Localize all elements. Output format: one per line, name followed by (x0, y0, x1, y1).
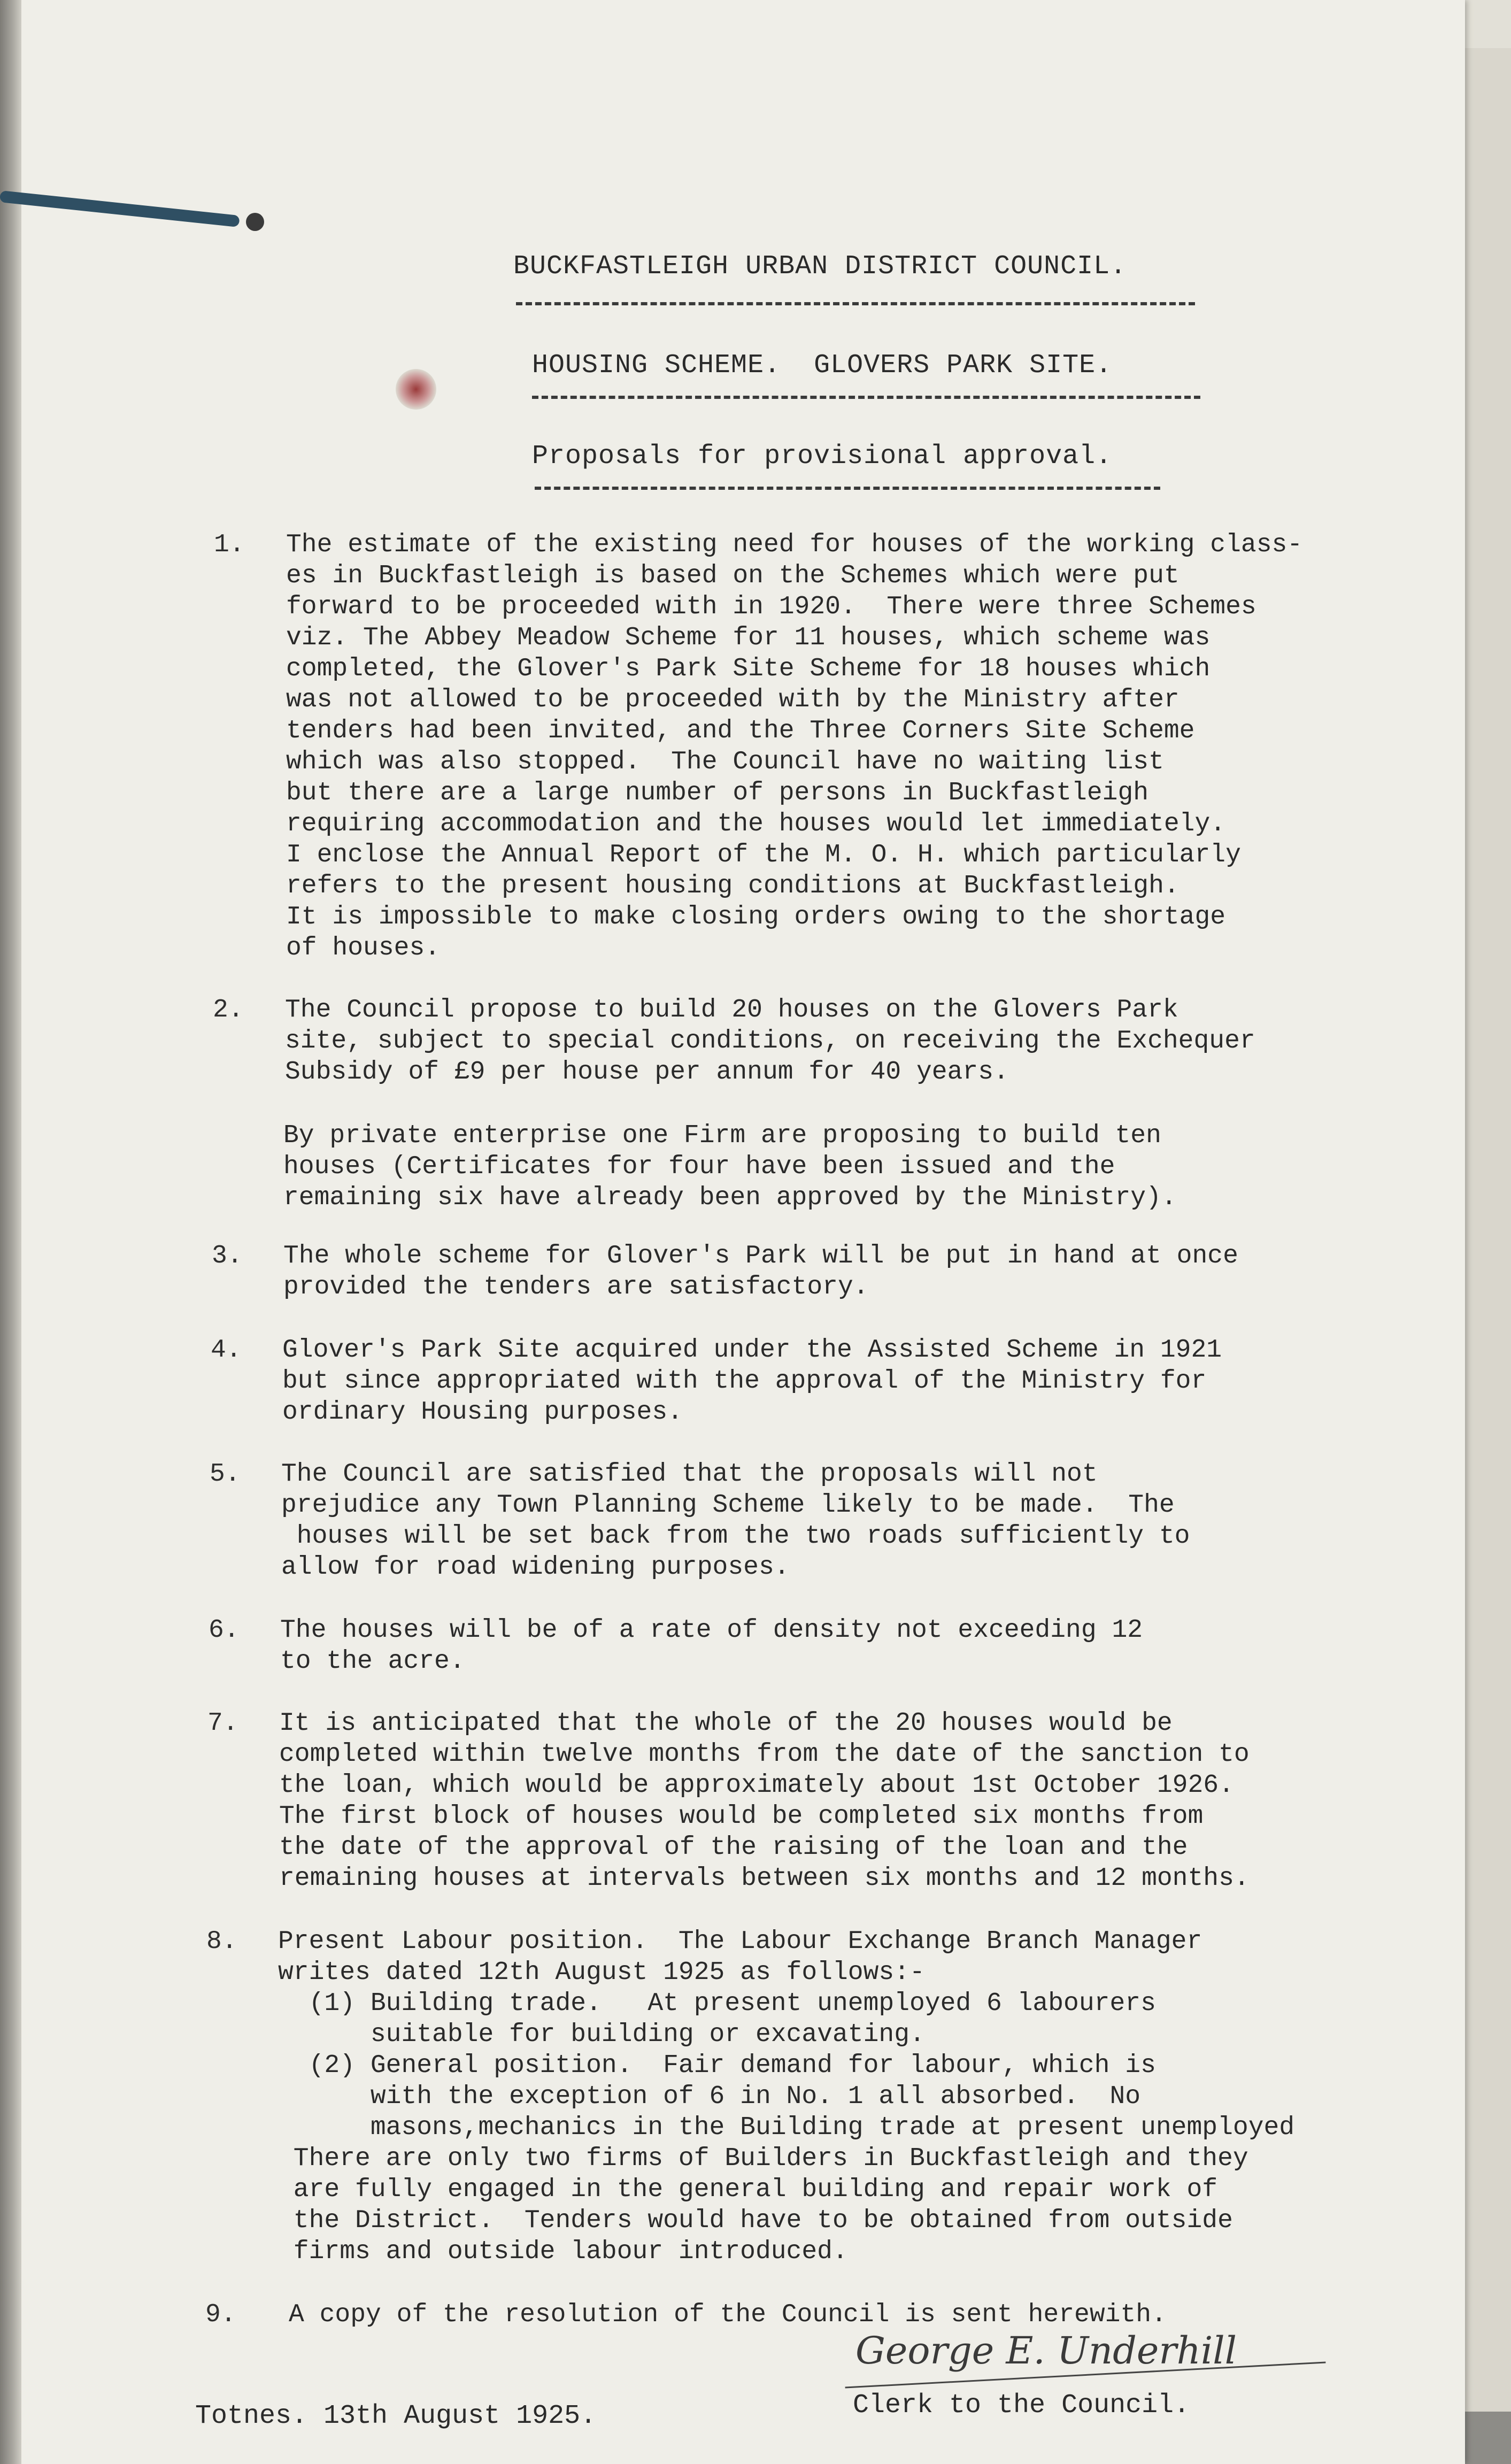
text-line: with the exception of 6 in No. 1 all absorbed. No (278, 2082, 1141, 2111)
item-number: 1. (214, 530, 245, 559)
text-line: remaining six have already been approved by the Ministry). (283, 1183, 1177, 1212)
text-line: was not allowed to be proceeded with by the Ministry after (286, 686, 1179, 714)
text-line: tenders had been invited, and the Three Corners Site Scheme (286, 717, 1195, 745)
text-line: writes dated 12th August 1925 as follows:- (278, 1958, 925, 1987)
text-line: remaining houses at intervals between six months and 12 months. (279, 1864, 1250, 1893)
item-number: 2. (213, 996, 244, 1025)
text-line: Present Labour position. The Labour Exchange Branch Manager (278, 1927, 1202, 1956)
item-number: 5. (210, 1460, 241, 1489)
text-line: A copy of the resolution of the Council is sent herewith. (289, 2300, 1167, 2329)
title-underline (516, 302, 1195, 308)
item-number: 9. (205, 2300, 236, 2329)
item-3-text (283, 1241, 1238, 1303)
text-line: are fully engaged in the general building and repair work of (278, 2175, 1218, 2204)
text-line: requiring accommodation and the houses would let immediately. (286, 810, 1226, 838)
text-line: houses (Certificates for four have been issued and the (283, 1152, 1115, 1181)
text-line: allow for road widening purposes. (281, 1553, 790, 1582)
item-number: 4. (211, 1336, 242, 1365)
text-line: The whole scheme for Glover's Park will be put in hand at once (283, 1242, 1238, 1270)
item-9-text (289, 2299, 1167, 2330)
text-line: (2) General position. Fair demand for labour, which is (278, 2051, 1156, 2080)
item-number: 6. (209, 1616, 240, 1645)
text-line: The estimate of the existing need for houses of the working class- (286, 530, 1303, 559)
text-line: es in Buckfastleigh is based on the Schemes which were put (286, 561, 1179, 590)
text-line: of houses. (286, 934, 441, 962)
text-line: The Council are satisfied that the proposals will not (281, 1460, 1098, 1489)
text-line: Glover's Park Site acquired under the Assisted Scheme in 1921 (282, 1336, 1222, 1365)
wax-seal-mark (396, 369, 436, 410)
text-line: The houses will be of a rate of density not exceeding 12 (280, 1616, 1143, 1645)
text-line: houses will be set back from the two roads sufficiently to (281, 1522, 1190, 1551)
item-2-extra-text (283, 1120, 1177, 1213)
text-line: It is anticipated that the whole of the 20 houses would be (279, 1709, 1173, 1738)
text-line: to the acre. (280, 1647, 465, 1676)
text-line: suitable for building or excavating. (278, 2020, 925, 2049)
item-number: 3. (212, 1242, 243, 1270)
text-line: forward to be proceeded with in 1920. There were three Schemes (286, 592, 1256, 621)
text-line: provided the tenders are satisfactory. (283, 1273, 869, 1302)
place-date: Totnes. 13th August 1925. (195, 2401, 597, 2431)
proposal-underline (535, 487, 1160, 492)
punch-hole (246, 213, 264, 231)
signatory-title: Clerk to the Council. (853, 2390, 1190, 2421)
item-8-text (278, 1926, 1294, 2267)
proposal-title: Proposals for provisional approval. (532, 441, 1113, 472)
scheme-title: HOUSING SCHEME. GLOVERS PARK SITE. (532, 350, 1113, 381)
item-number: 7. (207, 1709, 238, 1738)
item-7-text (279, 1708, 1250, 1894)
text-line: completed, the Glover's Park Site Scheme for 18 houses which (286, 654, 1211, 683)
scheme-underline (532, 396, 1200, 402)
text-line: prejudice any Town Planning Scheme likely to be made. The (281, 1491, 1175, 1520)
document-page (21, 0, 1465, 2464)
text-line: but since appropriated with the approval of the Ministry for (282, 1367, 1207, 1396)
item-4-text (282, 1335, 1222, 1428)
text-line: completed within twelve months from the date of the sanction to (279, 1740, 1250, 1769)
text-line: viz. The Abbey Meadow Scheme for 11 houses, which scheme was (286, 623, 1211, 652)
text-line: the loan, which would be approximately about 1st October 1926. (279, 1771, 1234, 1800)
item-2-text (285, 995, 1255, 1088)
text-line: the date of the approval of the raising of the loan and the (279, 1833, 1188, 1862)
item-5-text (281, 1459, 1190, 1583)
item-1-text (286, 529, 1302, 964)
text-line: refers to the present housing conditions at Buckfastleigh. (286, 872, 1179, 900)
text-line: which was also stopped. The Council have no waiting list (286, 748, 1164, 776)
text-line: It is impossible to make closing orders owing to the shortage (286, 903, 1226, 931)
binding-spine (0, 0, 21, 2464)
text-line: The Council propose to build 20 houses on the Glovers Park (285, 996, 1178, 1025)
text-line: masons,mechanics in the Building trade at present unemployed (278, 2113, 1295, 2142)
text-line: the District. Tenders would have to be obtained from outside (278, 2206, 1233, 2235)
item-number: 8. (206, 1927, 237, 1956)
text-line: The first block of houses would be completed six months from (279, 1802, 1204, 1831)
text-line: Subsidy of £9 per house per annum for 40 years. (285, 1058, 1009, 1087)
item-6-text (280, 1615, 1143, 1677)
text-line: site, subject to special conditions, on receiving the Exchequer (285, 1027, 1255, 1056)
handwritten-signature: George E. Underhill (855, 2329, 1237, 2373)
text-line: I enclose the Annual Report of the M. O. H. which particularly (286, 841, 1241, 869)
text-line: ordinary Housing purposes. (282, 1398, 683, 1427)
council-title: BUCKFASTLEIGH URBAN DISTRICT COUNCIL. (513, 251, 1127, 282)
text-line: By private enterprise one Firm are proposing to build ten (283, 1121, 1161, 1150)
text-line: firms and outside labour introduced. (278, 2237, 848, 2266)
text-line: but there are a large number of persons in Buckfastleigh (286, 779, 1149, 807)
text-line: (1) Building trade. At present unemployed 6 labourers (278, 1989, 1156, 2018)
text-line: There are only two firms of Builders in Buckfastleigh and they (278, 2144, 1248, 2173)
